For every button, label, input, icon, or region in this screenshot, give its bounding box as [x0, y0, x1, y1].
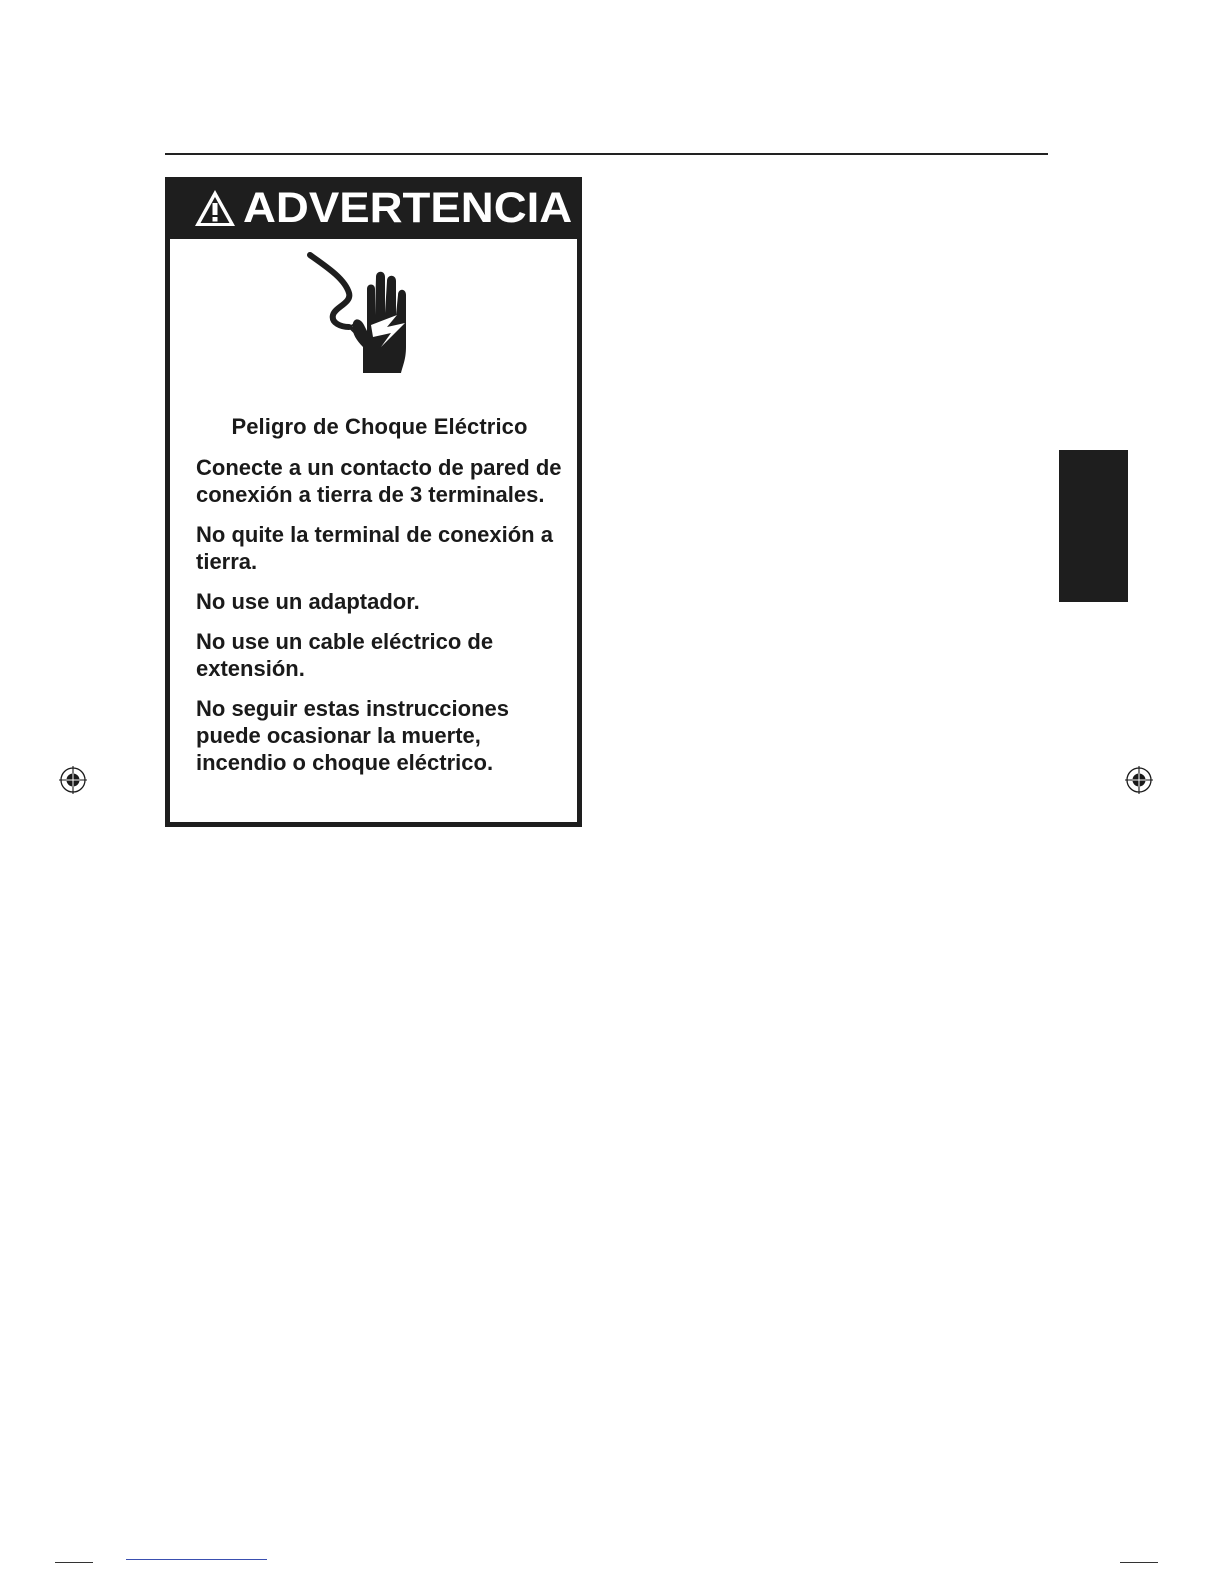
section-tab — [1059, 450, 1128, 602]
electric-shock-hand-icon — [305, 251, 435, 376]
warning-label — [165, 177, 582, 827]
registration-crosshair-icon — [58, 765, 88, 795]
instruction-item: No quite la terminal de conexión a tierra. — [196, 522, 553, 574]
top-rule — [165, 153, 1048, 155]
instruction-item: No seguir estas instrucciones puede ocasionar la muerte, incendio o choque eléctrico. — [196, 696, 509, 775]
instruction-item: No use un adaptador. — [196, 589, 420, 614]
crop-mark — [55, 1562, 93, 1563]
instruction-item: Conecte a un contacto de pared de conexión a tierra de 3 terminales. — [196, 455, 562, 507]
instruction-item: No use un cable eléctrico de extensión. — [196, 629, 494, 681]
warning-title: ADVERTENCIA — [243, 183, 573, 232]
warning-header — [165, 177, 582, 239]
instructions-panel — [170, 394, 577, 822]
warning-triangle-icon — [193, 188, 237, 228]
hazard-name: Peligro de Choque Eléctrico — [231, 414, 528, 439]
registration-crosshair-icon — [1124, 765, 1154, 795]
crop-mark — [1120, 1562, 1158, 1563]
crop-mark — [126, 1559, 267, 1560]
